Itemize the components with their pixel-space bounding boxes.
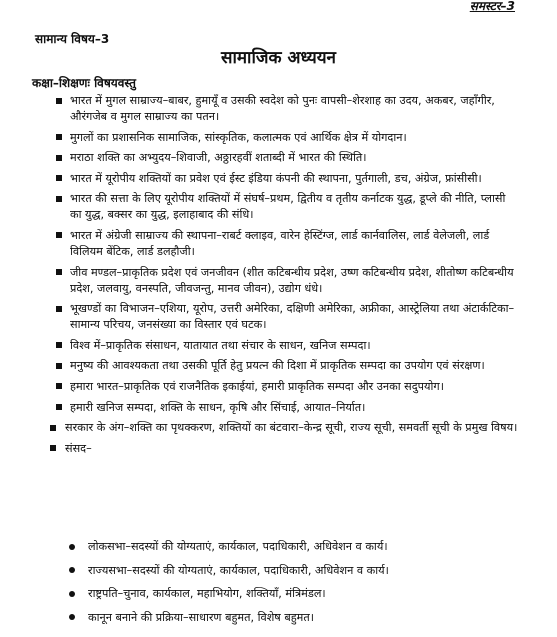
round-bullet-icon xyxy=(69,567,75,573)
sub-list-item-text: कानून बनाने की प्रक्रिया–साधारण बहुमत, विशेष बहुमत। xyxy=(88,610,314,624)
list-item xyxy=(0,441,557,457)
sub-list-item xyxy=(0,610,557,634)
sub-list xyxy=(0,539,557,633)
sub-list-item xyxy=(0,563,557,587)
square-bullet-icon xyxy=(56,232,62,238)
round-bullet-icon xyxy=(69,614,75,620)
square-bullet-icon xyxy=(56,269,62,275)
square-bullet-icon xyxy=(56,196,62,202)
list-item-text: विश्व में–प्राकृतिक संसाधन, यातायात तथा संचार के साधन, खनिज सम्पदा। xyxy=(70,338,371,352)
semester-label: समस्टर–3 xyxy=(469,0,515,13)
list-item-text: जीव मण्डल–प्राकृतिक प्रदेश एवं जनजीवन (शीत कटिबन्धीय प्रदेश, उष्ण कटिबन्धीय प्रदेश, शीतोष्ण कटिबन्धीय प्रदेश, जलवायु, वनस्पति, जीवजन्तु, मानव जीवन), उद्योग धंधे। xyxy=(70,265,514,295)
square-bullet-icon xyxy=(56,342,62,348)
list-item-text: मनुष्य की आवश्यकता तथा उसकी पूर्ति हेतु प्रयत्न की दिशा में प्राकृतिक सम्पदा का उपयोग एवं संरक्षण। xyxy=(70,359,485,373)
sub-list-item xyxy=(0,539,557,563)
square-bullet-icon xyxy=(50,425,56,431)
list-item-text: भारत में यूरोपीय शक्तियों का प्रवेश एवं ईस्ट इंडिया कंपनी की स्थापना, पुर्तगाली, डच, अंग्रेज, फ्रांसीसी। xyxy=(70,171,482,185)
list-item xyxy=(0,379,557,395)
subject-heading: सामान्य विषय–3 xyxy=(35,32,110,46)
page-title: सामाजिक अध्ययन xyxy=(221,48,336,68)
list-item xyxy=(0,400,557,416)
list-item xyxy=(0,338,557,354)
list-item-text: सरकार के अंग–शक्ति का पृथक्करण, शक्तियों का बंटवारा–केन्द्र सूची, राज्य सूची, समवर्ती सूची के प्रमुख विषय। xyxy=(65,421,518,435)
round-bullet-icon xyxy=(69,544,75,550)
list-item xyxy=(0,420,557,436)
square-bullet-icon xyxy=(50,445,56,451)
list-item xyxy=(0,171,557,187)
square-bullet-icon xyxy=(56,306,62,312)
list-item xyxy=(0,301,557,333)
round-bullet-icon xyxy=(69,591,75,597)
sub-list-item xyxy=(0,586,557,610)
list-item xyxy=(0,93,557,125)
content-list xyxy=(0,93,557,465)
list-item-text: भारत में मुगल साम्राज्य–बाबर, हुमायूँ व उसकी स्वदेश को पुनः वापसी–शेरशाह का उदय, अकबर, जहाँगीर, औरंगजेब व मुगल साम्राज्य का पतन। xyxy=(70,94,495,123)
square-bullet-icon xyxy=(56,383,62,389)
square-bullet-icon xyxy=(56,98,62,104)
list-item xyxy=(0,265,557,297)
list-item-text: भारत की सत्ता के लिए यूरोपीय शक्तियों में संघर्ष–प्रथम, द्वितीय व तृतीय कर्नाटक युद्ध, डूप्ले की नीति, प्लासी का युद्ध, बक्सर का युद्ध, इलाहाबाद की संधि। xyxy=(70,192,506,222)
list-item xyxy=(0,130,557,146)
list-item xyxy=(0,358,557,374)
square-bullet-icon xyxy=(56,363,62,369)
sub-list-item-text: लोकसभा–सदस्यों की योग्यताएं, कार्यकाल, पदाधिकारी, अधिवेशन व कार्य। xyxy=(88,540,388,553)
square-bullet-icon xyxy=(56,134,62,140)
list-item-text: मुगलों का प्रशासनिक सामाजिक, सांस्कृतिक, कलात्मक एवं आर्थिक क्षेत्र में योगदान। xyxy=(70,130,407,144)
sub-list-item-text: राज्यसभा–सदस्यों की योग्यताएं, कार्यकाल, पदाधिकारी, अधिवेशन व कार्य। xyxy=(88,563,389,577)
list-item-text: हमारा भारत–प्राकृतिक एवं राजनैतिक इकाईयां, हमारी प्राकृतिक सम्पदा और उनका सदुपयोग। xyxy=(70,379,444,393)
list-item-text: हमारी खनिज सम्पदा, शक्ति के साधन, कृषि और सिंचाई, आयात–निर्यात। xyxy=(70,400,366,414)
list-item-text: संसद– xyxy=(65,441,92,455)
square-bullet-icon xyxy=(56,175,62,181)
square-bullet-icon xyxy=(56,155,62,161)
sub-list-item-text: राष्ट्रपति–चुनाव, कार्यकाल, महाभियोग, शक्तियाँ, मंत्रिमंडल। xyxy=(88,587,326,600)
list-item xyxy=(0,150,557,166)
list-item-text: मराठा शक्ति का अभ्युदय–शिवाजी, अठ्ठारहवीं शताब्दी में भारत की स्थिति। xyxy=(70,151,367,165)
list-item-text: भूखण्डों का विभाजन–एशिया, यूरोप, उत्तरी अमेरिका, दक्षिणी अमेरिका, अफ्रीका, आस्ट्रेलिया तथा अंटार्कटिका–सामान्य परिचय, जनसंख्या का विस्तार एवं घटक। xyxy=(70,302,515,332)
square-bullet-icon xyxy=(56,404,62,410)
list-item xyxy=(0,228,557,260)
list-item xyxy=(0,191,557,223)
list-item-text: भारत में अंग्रेजी साम्राज्य की स्थापना–राबर्ट क्लाइव, वारेन हेस्टिंग्ज, लार्ड कार्नवालिस, लार्ड वेलेजली, लार्ड विलियम बेंटिक, लार्ड डलहौजी। xyxy=(70,228,490,258)
section-heading: कक्षा–शिक्षणः विषयवस्तु xyxy=(32,76,136,90)
